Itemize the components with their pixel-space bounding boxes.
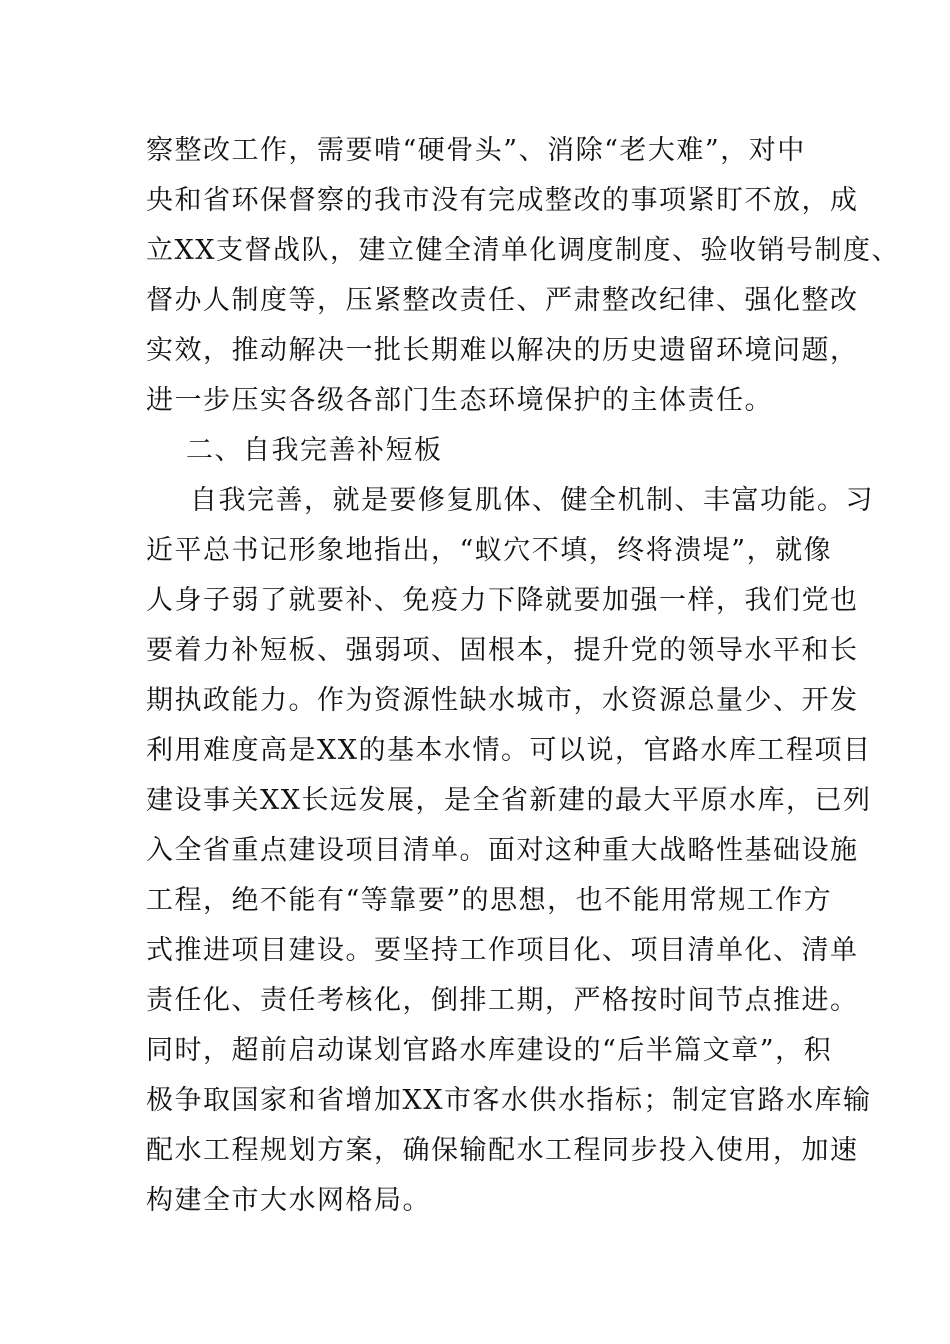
paragraph-line: 极争取国家和省增加XX市客水供水指标；制定官路水库输 xyxy=(146,1085,872,1116)
paragraph-line: 同时，超前启动谋划官路水库建设的“后半篇文章”，积 xyxy=(146,1035,833,1066)
paragraph-line: 立XX支督战队，建立健全清单化调度制度、验收销号制度、 xyxy=(146,235,900,266)
paragraph-line: 人身子弱了就要补、免疫力下降就要加强一样，我们党也 xyxy=(146,585,859,616)
paragraph-line: 责任化、责任考核化，倒排工期，严格按时间节点推进。 xyxy=(146,985,859,1016)
paragraph-line: 建设事关XX长远发展，是全省新建的最大平原水库，已列 xyxy=(146,785,872,816)
paragraph-line: 央和省环保督察的我市没有完成整改的事项紧盯不放，成 xyxy=(146,185,859,216)
paragraph-line: 实效，推动解决一批长期难以解决的历史遗留环境问题， xyxy=(146,335,859,366)
paragraph-line: 工程，绝不能有“等靠要”的思想，也不能用常规工作方 xyxy=(146,885,833,916)
paragraph-line: 利用难度高是XX的基本水情。可以说，官路水库工程项目 xyxy=(146,735,872,766)
paragraph-line: 期执政能力。作为资源性缺水城市，水资源总量少、开发 xyxy=(146,685,859,716)
paragraph-line: 进一步压实各级各部门生态环境保护的主体责任。 xyxy=(146,385,773,416)
paragraph-line: 督办人制度等，压紧整改责任、严肃整改纪律、强化整改 xyxy=(146,285,859,316)
paragraph-line: 自我完善，就是要修复肌体、健全机制、丰富功能。习 xyxy=(190,485,874,516)
paragraph-line: 察整改工作，需要啃“硬骨头”、消除“老大难”，对中 xyxy=(146,135,806,166)
paragraph-line: 配水工程规划方案，确保输配水工程同步投入使用，加速 xyxy=(146,1135,859,1166)
paragraph-line: 要着力补短板、强弱项、固根本，提升党的领导水平和长 xyxy=(146,635,859,666)
paragraph-line: 入全省重点建设项目清单。面对这种重大战略性基础设施 xyxy=(146,835,859,866)
section-heading: 二、自我完善补短板 xyxy=(186,435,443,466)
paragraph-line: 构建全市大水网格局。 xyxy=(146,1185,431,1216)
paragraph-line: 近平总书记形象地指出，“蚁穴不填，终将溃堤”，就像 xyxy=(146,535,833,566)
paragraph-line: 式推进项目建设。要坚持工作项目化、项目清单化、清单 xyxy=(146,935,859,966)
